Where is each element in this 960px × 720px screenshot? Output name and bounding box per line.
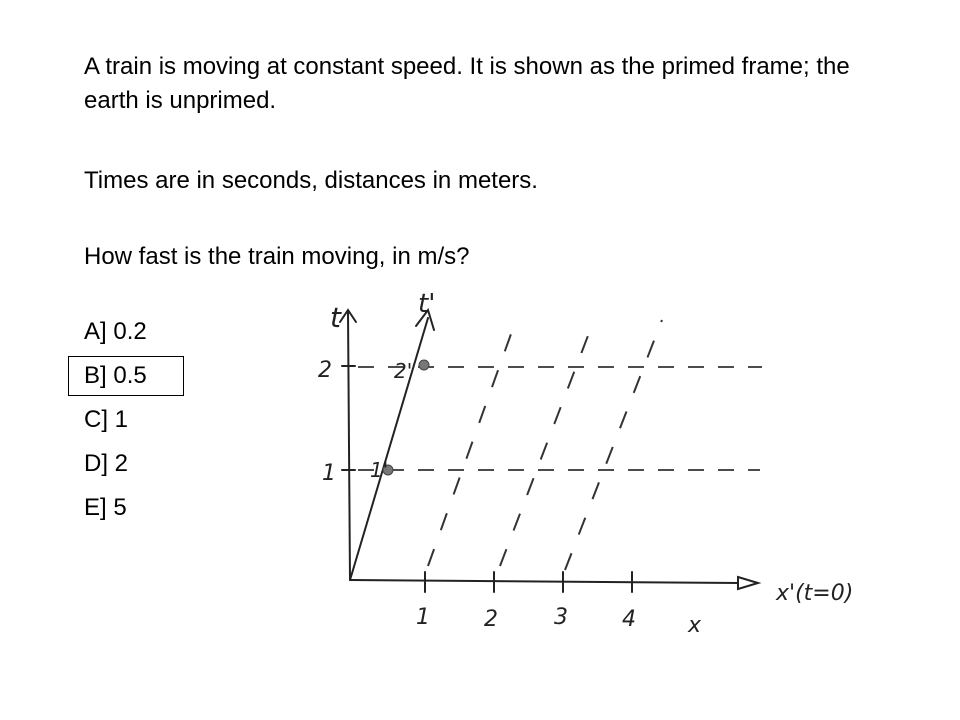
- question-units: Times are in seconds, distances in meters.: [84, 167, 538, 194]
- x-axis: [350, 580, 740, 583]
- x-axis-arrow: [738, 577, 758, 589]
- event-2-prime: [419, 360, 429, 370]
- t-prime-tick-label-1: 1': [370, 458, 389, 482]
- choice-d-label: D] 2: [84, 450, 129, 477]
- x-tick-label-1: 1: [416, 605, 430, 630]
- choice-c-label: C] 1: [84, 406, 129, 433]
- x-axis-label: x: [688, 613, 702, 638]
- question-intro: A train is moving at constant speed. It is shown as the primed frame; the earth is unprimed.: [84, 53, 850, 114]
- x-tick-label-3: 3: [554, 605, 568, 630]
- t-prime-axis-label: t': [418, 289, 436, 319]
- choice-a-label: A] 0.2: [84, 318, 147, 345]
- x-tick-label-4: 4: [622, 607, 636, 632]
- choice-e-label: E] 5: [84, 494, 127, 521]
- t-tick-label-2: 2: [318, 358, 332, 383]
- worldline-x3: [565, 320, 662, 570]
- x-tick-label-2: 2: [484, 607, 498, 632]
- choice-b-label: B] 0.5: [84, 362, 147, 389]
- question-prompt: How fast is the train moving, in m/s?: [84, 243, 470, 270]
- t-axis-label: t: [330, 301, 341, 334]
- t-tick-label-1: 1: [322, 461, 336, 486]
- x-prime-axis-label: x'(t=0): [776, 581, 854, 606]
- worldline-x1: [428, 320, 516, 566]
- t-prime-axis: [350, 318, 428, 580]
- t-axis: [348, 312, 350, 580]
- t-prime-tick-label-2: 2': [394, 359, 413, 383]
